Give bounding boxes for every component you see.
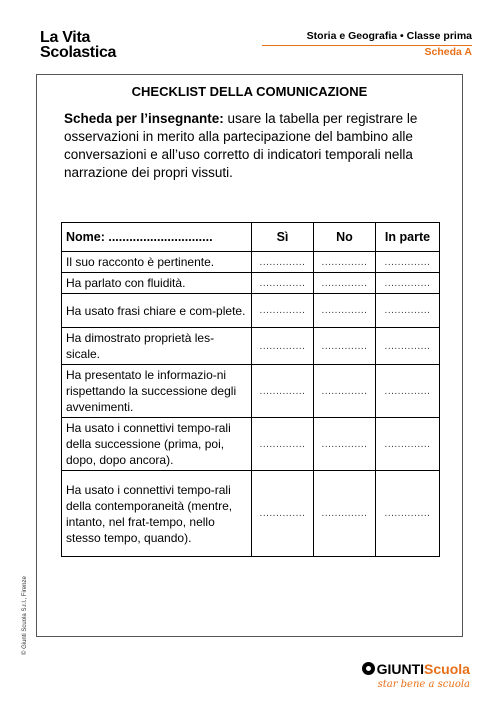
- brand-part2: Scuola: [424, 660, 470, 677]
- table-row: [62, 328, 440, 365]
- answer-cell-partly[interactable]: ..............: [376, 252, 440, 273]
- checklist-item: Ha usato i connettivi tempo-rali della contemporaneità (mentre, intanto, nel frat-tempo, nello stesso tempo, quando).: [62, 471, 252, 557]
- answer-cell-yes[interactable]: ..............: [252, 328, 314, 365]
- checklist-table: [61, 222, 440, 557]
- table-row: [62, 294, 440, 328]
- table-row: [62, 273, 440, 294]
- logo: [40, 30, 130, 60]
- table-header-row: [62, 223, 440, 252]
- answer-cell-no[interactable]: ..............: [314, 418, 376, 471]
- copyright-note: © Giunti Scuola S.r.l., Firenze: [22, 576, 28, 655]
- table-row: [62, 471, 440, 557]
- answer-cell-no[interactable]: ..............: [314, 471, 376, 557]
- answer-cell-yes[interactable]: ..............: [252, 294, 314, 328]
- answer-cell-partly[interactable]: ..............: [376, 471, 440, 557]
- answer-cell-yes[interactable]: ..............: [252, 252, 314, 273]
- header-no: No: [314, 223, 376, 252]
- giunti-logo-icon: [362, 662, 375, 675]
- table-row: [62, 365, 440, 418]
- answer-cell-partly[interactable]: ..............: [376, 418, 440, 471]
- answer-cell-no[interactable]: ..............: [314, 273, 376, 294]
- answer-cell-partly[interactable]: ..............: [376, 328, 440, 365]
- publisher-logo: [362, 660, 470, 690]
- answer-cell-yes[interactable]: ..............: [252, 273, 314, 294]
- checklist-item: Ha presentato le informazio-ni rispettando la successione degli avvenimenti.: [62, 365, 252, 418]
- brand-part1: GIUNTI: [376, 660, 425, 677]
- answer-cell-yes[interactable]: ..............: [252, 365, 314, 418]
- table-row: [62, 418, 440, 471]
- answer-cell-partly[interactable]: ..............: [376, 294, 440, 328]
- logo-line2: Scolastica: [40, 44, 117, 61]
- checklist-item: Ha parlato con fluidità.: [62, 273, 252, 294]
- answer-cell-no[interactable]: ..............: [314, 294, 376, 328]
- checklist-item: Il suo racconto è pertinente.: [62, 252, 252, 273]
- header-divider: [262, 45, 472, 46]
- answer-cell-partly[interactable]: ..............: [376, 365, 440, 418]
- answer-cell-no[interactable]: ..............: [314, 328, 376, 365]
- answer-cell-yes[interactable]: ..............: [252, 418, 314, 471]
- checklist-item: Ha usato i connettivi tempo-rali della successione (prima, poi, dopo, dopo ancora).: [62, 418, 252, 471]
- header-partly: In parte: [376, 223, 440, 252]
- brand-tagline: star bene a scuola: [377, 679, 470, 690]
- header-yes: Sì: [252, 223, 314, 252]
- checklist-item: Ha dimostrato proprietà les-sicale.: [62, 328, 252, 365]
- subject-label: Storia e Geografia • Classe prima: [306, 30, 472, 42]
- page-title: CHECKLIST DELLA COMUNICAZIONE: [131, 84, 368, 99]
- intro-lead: Scheda per l’insegnante:: [64, 111, 224, 126]
- logo-line1: La Vita: [40, 29, 91, 46]
- header-name[interactable]: Nome: ..............................: [62, 223, 252, 252]
- answer-cell-partly[interactable]: ..............: [376, 273, 440, 294]
- intro-text: usare la tabella per registrare le osservazioni in merito alla partecipazione del bambino alle conversazioni e all’uso corretto di indicatori temporali nella narrazione dei propri vissuti.: [64, 111, 418, 180]
- answer-cell-no[interactable]: ..............: [314, 252, 376, 273]
- sheet-label: Scheda A: [424, 46, 472, 58]
- intro-paragraph: [64, 110, 444, 182]
- answer-cell-yes[interactable]: ..............: [252, 471, 314, 557]
- header-info: [307, 28, 472, 60]
- answer-cell-no[interactable]: ..............: [314, 365, 376, 418]
- table-row: [62, 252, 440, 273]
- checklist-item: Ha usato frasi chiare e com-plete.: [62, 294, 252, 328]
